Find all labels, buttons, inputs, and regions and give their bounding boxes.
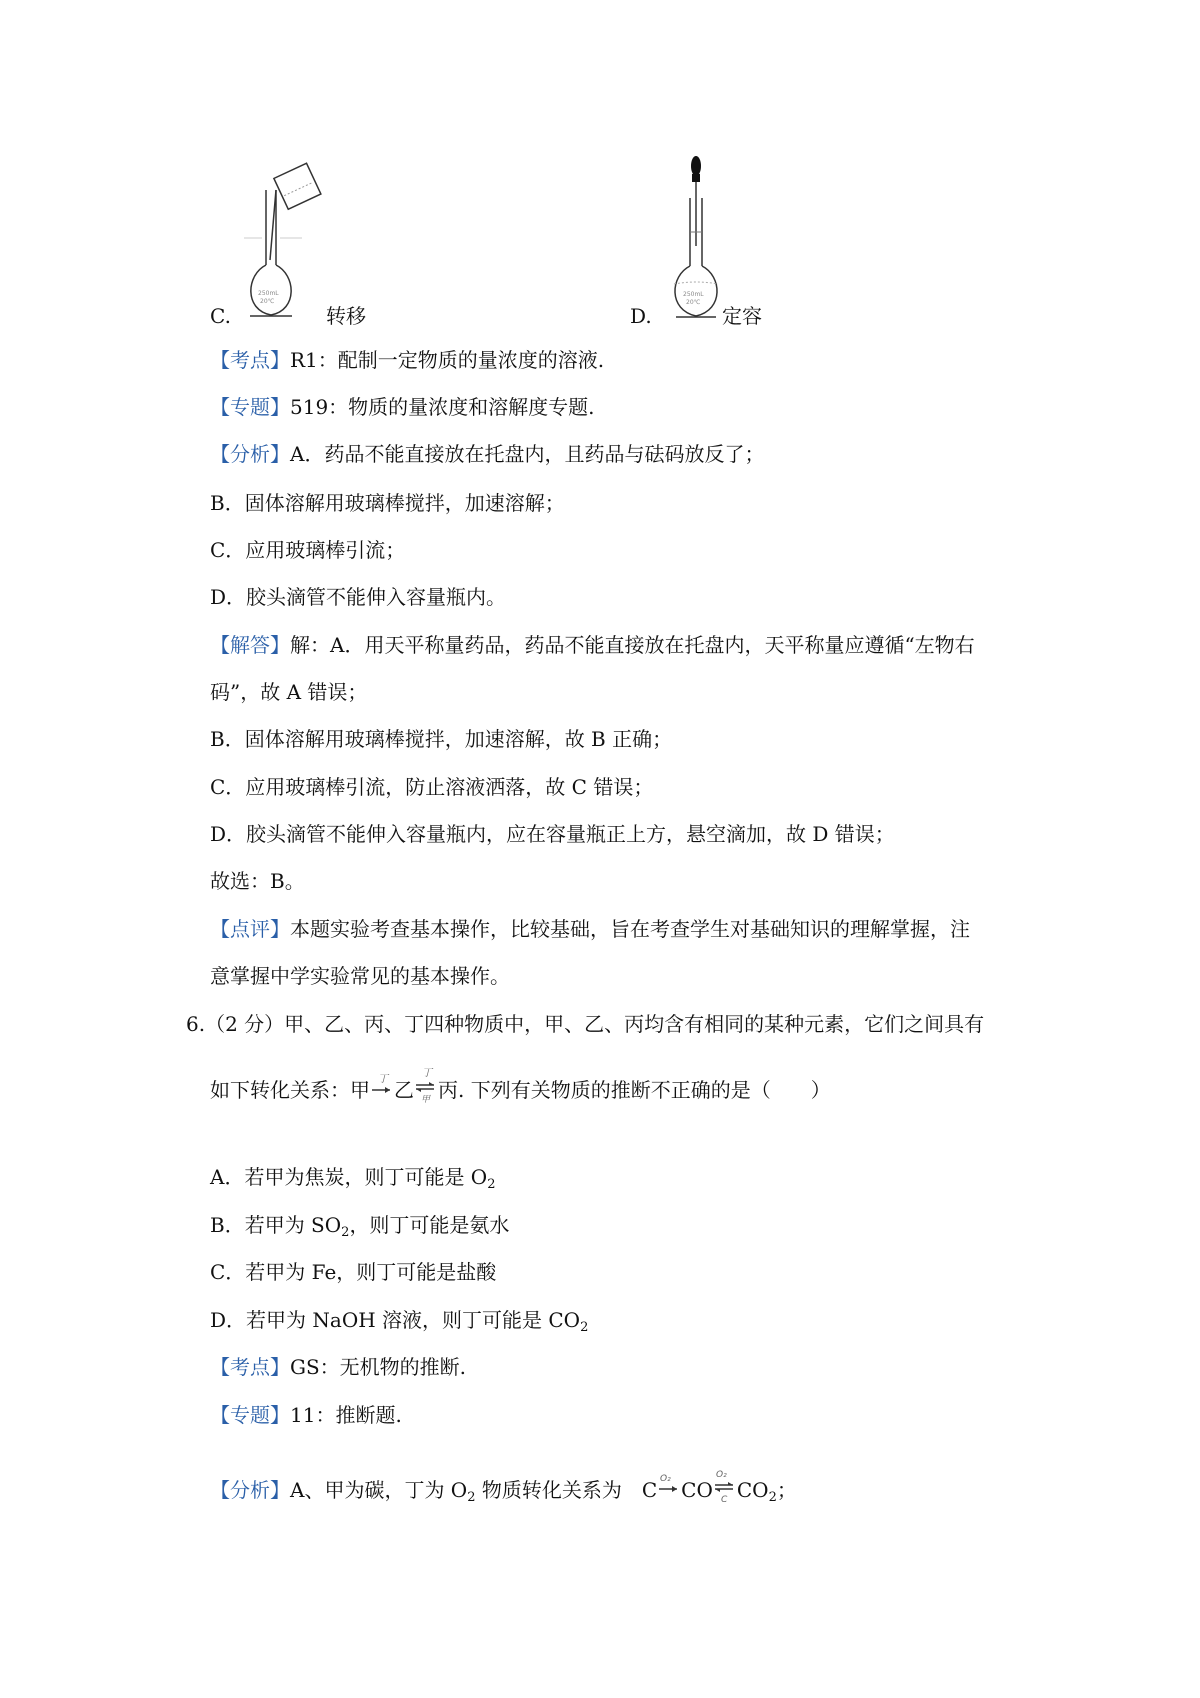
c-label: C: [720, 1494, 728, 1505]
ding-label-2: 丁: [422, 1067, 432, 1079]
flask-dropper-figure: [668, 154, 728, 331]
q5-kaodian: 【考点】R1：配制一定物质的量浓度的溶液.: [210, 348, 605, 372]
kaodian-tag: 【考点】: [210, 348, 290, 372]
q5-jieda-1: 码”，故 A 错误；: [210, 680, 368, 704]
q5-fenxi: 【分析】A．药品不能直接放在托盘内，且药品与砝码放反了；: [210, 442, 765, 466]
reversible-arrow-o2: [713, 1469, 737, 1505]
svg-text:20℃: 20℃: [686, 299, 701, 306]
fenxi-tag: 【分析】: [210, 442, 290, 466]
q5-jieda: 【解答】解：A．用天平称量药品，药品不能直接放在托盘内，天平称量应遵循“左物右: [210, 633, 975, 657]
option-d-caption: 定容: [722, 304, 762, 328]
jia-label: 甲: [350, 1078, 370, 1102]
o2-label-1: O₂: [660, 1473, 671, 1484]
q5-fenxi-c: C．应用玻璃棒引流；: [210, 538, 406, 562]
q6-zhuanti: 【专题】11：推断题.: [210, 1403, 402, 1427]
flask-transfer-figure: [244, 160, 334, 330]
q5-jieda-4: D．胶头滴管不能伸入容量瓶内，应在容量瓶正上方，悬空滴加，故 D 错误；: [210, 822, 895, 846]
arrow-ding-1: [370, 1073, 394, 1104]
zhuanti-tag: 【专题】: [210, 395, 290, 419]
q6-option-c: C．若甲为 Fe，则丁可能是盐酸: [210, 1260, 497, 1284]
kaodian-tag: 【考点】: [210, 1355, 290, 1379]
option-c-caption: 转移: [326, 304, 366, 328]
q5-dianping: 【点评】本题实验考查基本操作，比较基础，旨在考查学生对基础知识的理解掌握，注: [210, 917, 970, 941]
q5-fenxi-b: B．固体溶解用玻璃棒搅拌，加速溶解；: [210, 491, 565, 515]
option-d-label: [630, 304, 652, 328]
jia-small-label: 甲: [421, 1094, 431, 1105]
svg-text:250mL: 250mL: [683, 291, 704, 298]
q5-jieda-3: C．应用玻璃棒引流，防止溶液洒落，故 C 错误；: [210, 775, 654, 799]
fenxi-tag: 【分析】: [210, 1478, 290, 1502]
q6-option-d: D．若甲为 NaOH 溶液，则丁可能是 $CO_2$: [210, 1308, 589, 1335]
svg-text:250mL: 250mL: [258, 290, 279, 297]
q6-option-b: B．若甲为 $SO_2$，则丁可能是氨水: [210, 1213, 510, 1240]
q5-zhuanti: 【专题】519：物质的量浓度和溶解度专题.: [210, 395, 595, 419]
arrow-o2-1: [657, 1473, 681, 1504]
zhuanti-tag: 【专题】: [210, 1403, 290, 1427]
q6-relation-line: 如下转化关系：甲 丁 乙 丁 甲 丙. 下列有关物质的推断不正确的是（ ）: [210, 1067, 831, 1105]
ding-label-1: 丁: [378, 1073, 388, 1085]
option-c-letter: C.: [210, 304, 231, 328]
svg-text:20℃: 20℃: [260, 298, 275, 305]
q5-dianping-2: 意掌握中学实验常见的基本操作。: [210, 964, 510, 988]
dianping-tag: 【点评】: [210, 917, 290, 941]
yi-label: 乙: [394, 1078, 414, 1102]
o2-label-2: O₂: [715, 1469, 727, 1480]
reversible-arrow: [414, 1067, 438, 1105]
q6-fenxi: 【分析】A、甲为碳，丁为 $O_2$ 物质转化关系为 C O₂ CO O₂ C $CO_2$；: [210, 1469, 797, 1505]
option-d-letter: D.: [630, 304, 652, 328]
q6-kaodian: 【考点】GS：无机物的推断.: [210, 1355, 467, 1379]
q6-option-a: A．若甲为焦炭，则丁可能是 $O_2$: [210, 1165, 496, 1192]
jieda-tag: 【解答】: [210, 633, 290, 657]
q5-jieda-5: 故选：B。: [210, 869, 305, 893]
q5-jieda-2: B．固体溶解用玻璃棒搅拌，加速溶解，故 B 正确；: [210, 727, 673, 751]
q5-fenxi-d: D．胶头滴管不能伸入容量瓶内。: [210, 585, 507, 609]
q6-stem: 6.（2 分）甲、乙、丙、丁四种物质中，甲、乙、丙均含有相同的某种元素，它们之间具有: [186, 1012, 985, 1036]
option-c-label: [210, 304, 231, 328]
bing-label: 丙: [438, 1078, 458, 1102]
